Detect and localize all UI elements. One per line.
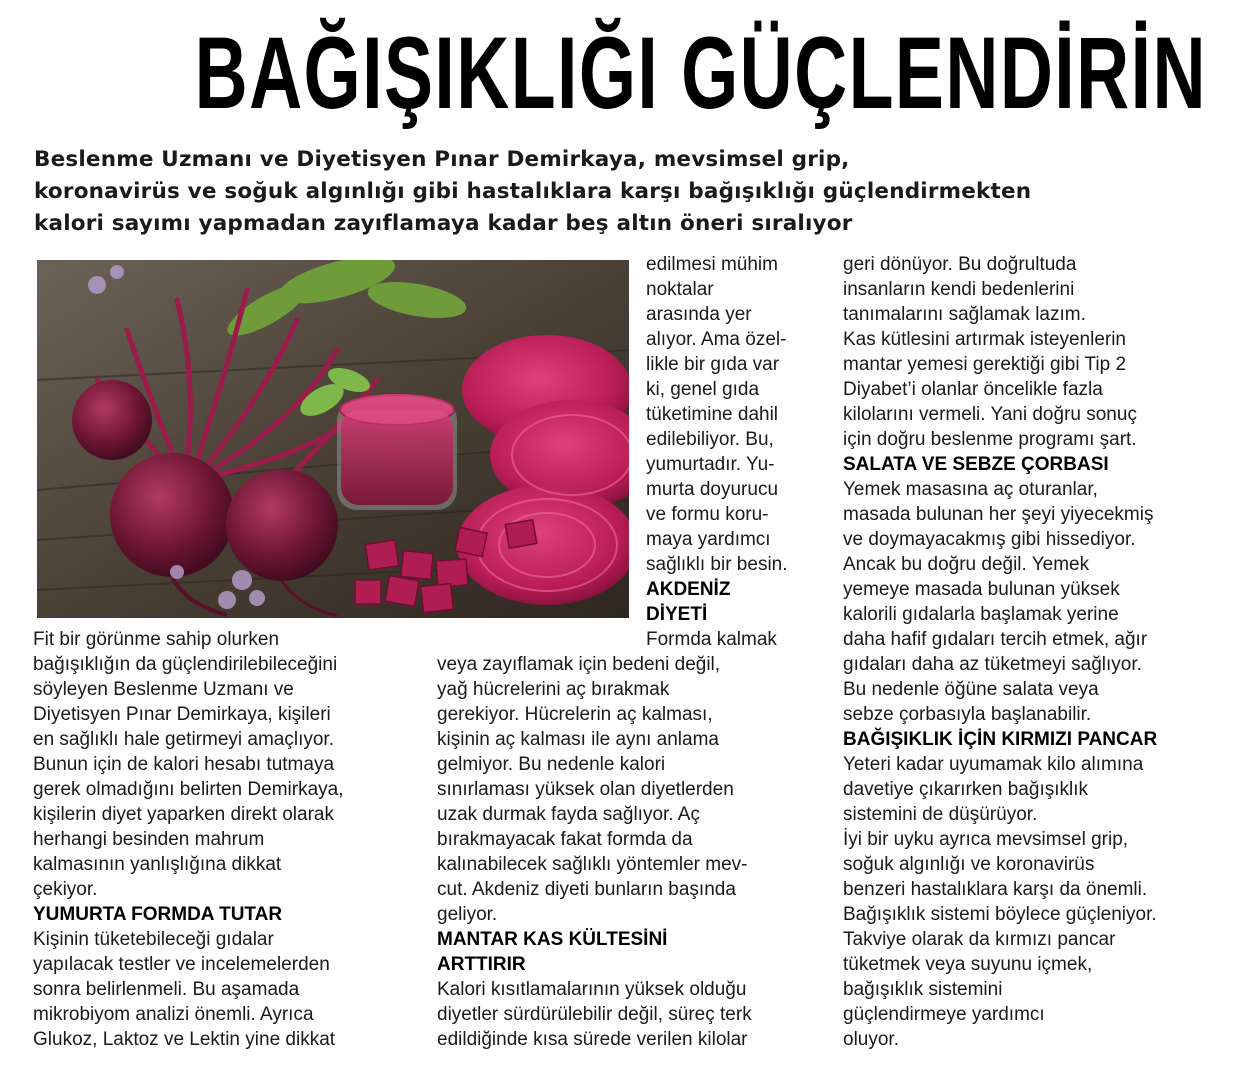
text-line: yemeye masada bulunan yüksek <box>843 579 1120 600</box>
text-line: daha hafif gıdaları tercih etmek, ağır <box>843 629 1148 650</box>
text-line: geri dönüyor. Bu doğrultuda <box>843 254 1077 275</box>
text-line: Diyabet’i olanlar öncelikle fazla <box>843 379 1103 400</box>
text-line: noktalar <box>646 279 714 300</box>
deck-line: Beslenme Uzmanı ve Diyetisyen Pınar Demirkaya, mevsimsel grip, <box>34 147 850 172</box>
beetroot-photo <box>37 260 629 618</box>
section-heading-mantar: MANTAR KAS KÜLTESİNİ <box>437 929 668 950</box>
text-line: ve doymayacakmış gibi hissediyor. <box>843 529 1136 550</box>
column-right <box>843 252 1228 1052</box>
text-line: masada bulunan her şeyi yiyecekmiş <box>843 504 1154 525</box>
deck-line: kalori sayımı yapmadan zayıflamaya kadar beş altın öneri sıralıyor <box>34 211 853 236</box>
text-line: tüketimine dahil <box>646 404 779 425</box>
section-heading-mantar: ARTTIRIR <box>437 954 526 975</box>
column-middle-bottom <box>437 652 832 1052</box>
text-line: kişilerin diyet yaparken direkt olarak <box>33 804 334 825</box>
text-line: Formda kalmak <box>646 629 777 650</box>
text-line: sistemini de düşürüyor. <box>843 804 1038 825</box>
text-line: bırakmayacak fakat formda da <box>437 829 693 850</box>
text-line: arasında yer <box>646 304 752 325</box>
text-line: için doğru beslenme programı şart. <box>843 429 1137 450</box>
text-line: maya yardımcı <box>646 529 771 550</box>
text-line: sağlıklı bir besin. <box>646 554 788 575</box>
text-line: gelmiyor. Bu nedenle kalori <box>437 754 666 775</box>
text-line: alıyor. Ama özel- <box>646 329 787 350</box>
text-line: Yemek masasına aç oturanlar, <box>843 479 1098 500</box>
text-line: kalorili gıdalarla başlamak yerine <box>843 604 1119 625</box>
text-line: Kas kütlesini artırmak isteyenlerin <box>843 329 1126 350</box>
column-middle-top <box>646 252 826 652</box>
column-left <box>33 627 428 1052</box>
text-line: edilmesi mühim <box>646 254 778 275</box>
text-line: murta doyurucu <box>646 479 779 500</box>
text-line: sebze çorbasıyla başlanabilir. <box>843 704 1092 725</box>
text-line: bağışıklık sistemini <box>843 979 1003 1000</box>
text-line: yağ hücrelerini aç bırakmak <box>437 679 670 700</box>
text-line: Bu nedenle öğüne salata veya <box>843 679 1099 700</box>
text-line: Diyetisyen Pınar Demirkaya, kişileri <box>33 704 331 725</box>
section-heading-yumurta: YUMURTA FORMDA TUTAR <box>33 904 283 925</box>
text-line: Fit bir görünme sahip olurken <box>33 629 280 650</box>
text-line: gerekiyor. Hücrelerin aç kalması, <box>437 704 713 725</box>
text-line: veya zayıflamak için bedeni değil, <box>437 654 721 675</box>
section-heading-salata: SALATA VE SEBZE ÇORBASI <box>843 454 1109 475</box>
text-line: gıdaları daha az tüketmeyi sağlıyor. <box>843 654 1142 675</box>
text-line: güçlendirmeye yardımcı <box>843 1004 1045 1025</box>
text-line: benzeri hastalıklara karşı da önemli. <box>843 879 1148 900</box>
text-line: Bağışıklık sistemi böylece güçleniyor. <box>843 904 1157 925</box>
text-line: kişinin aç kalması ile aynı anlama <box>437 729 719 750</box>
text-line: oluyor. <box>843 1029 899 1050</box>
text-line: Yeteri kadar uyumamak kilo alımına <box>843 754 1144 775</box>
text-line: mantar yemesi gerektiği gibi Tip 2 <box>843 354 1127 375</box>
text-line: insanların kendi bedenlerini <box>843 279 1075 300</box>
text-line: Glukoz, Laktoz ve Lektin yine dikkat <box>33 1029 336 1050</box>
section-heading-akdeniz: AKDENİZ <box>646 579 731 600</box>
text-line: Takviye olarak da kırmızı pancar <box>843 929 1116 950</box>
headline: BAĞIŞIKLIĞI GÜÇLENDİRİN <box>194 16 1207 130</box>
text-line: kalmasının yanlışlığına dikkat <box>33 854 282 875</box>
text-line: uzak durmak fayda sağlıyor. Aç <box>437 804 700 825</box>
text-line: sonra belirlenmeli. Bu aşamada <box>33 979 300 1000</box>
text-line: en sağlıklı hale getirmeyi amaçlıyor. <box>33 729 334 750</box>
text-line: edilebiliyor. Bu, <box>646 429 774 450</box>
text-line: geliyor. <box>437 904 498 925</box>
deck-line: koronavirüs ve soğuk algınlığı gibi hastalıklara karşı bağışıklığı güçlendirmekten <box>34 179 1032 204</box>
text-line: Kişinin tüketebileceği gıdalar <box>33 929 274 950</box>
text-line: söyleyen Beslenme Uzmanı ve <box>33 679 294 700</box>
text-line: gerek olmadığını belirten Demirkaya, <box>33 779 344 800</box>
text-line: bağışıklığın da güçlendirilebileceğini <box>33 654 338 675</box>
deck-subheadline <box>34 144 1224 240</box>
text-line: kilolarını vermeli. Yani doğru sonuç <box>843 404 1137 425</box>
text-line: mikrobiyom analizi önemli. Ayrıca <box>33 1004 314 1025</box>
text-line: diyetler sürdürülebilir değil, süreç terk <box>437 1004 752 1025</box>
text-line: edildiğinde kısa sürede verilen kilolar <box>437 1029 748 1050</box>
text-line: yapılacak testler ve incelemelerden <box>33 954 330 975</box>
text-line: Ancak bu doğru değil. Yemek <box>843 554 1090 575</box>
text-line: davetiye çıkarırken bağışıklık <box>843 779 1088 800</box>
text-line: sınırlaması yüksek olan diyetlerden <box>437 779 734 800</box>
text-line: soğuk algınlığı ve koronavirüs <box>843 854 1095 875</box>
text-line: tanımalarını sağlamak lazım. <box>843 304 1086 325</box>
text-line: İyi bir uyku ayrıca mevsimsel grip, <box>843 829 1129 850</box>
section-heading-akdeniz: DİYETİ <box>646 604 708 625</box>
text-line: Bunun için de kalori hesabı tutmaya <box>33 754 335 775</box>
text-line: Kalori kısıtlamalarının yüksek olduğu <box>437 979 747 1000</box>
text-line: likle bir gıda var <box>646 354 780 375</box>
text-line: ki, genel gıda <box>646 379 760 400</box>
text-line: cut. Akdeniz diyeti bunların başında <box>437 879 736 900</box>
text-line: ve formu koru- <box>646 504 769 525</box>
text-line: herhangi besinden mahrum <box>33 829 265 850</box>
section-heading-pancar: BAĞIŞIKLIK İÇİN KIRMIZI PANCAR <box>843 729 1158 750</box>
text-line: çekiyor. <box>33 879 98 900</box>
text-line: yumurtadır. Yu- <box>646 454 775 475</box>
text-line: tüketmek veya suyunu içmek, <box>843 954 1093 975</box>
text-line: kalınabilecek sağlıklı yöntemler mev- <box>437 854 748 875</box>
